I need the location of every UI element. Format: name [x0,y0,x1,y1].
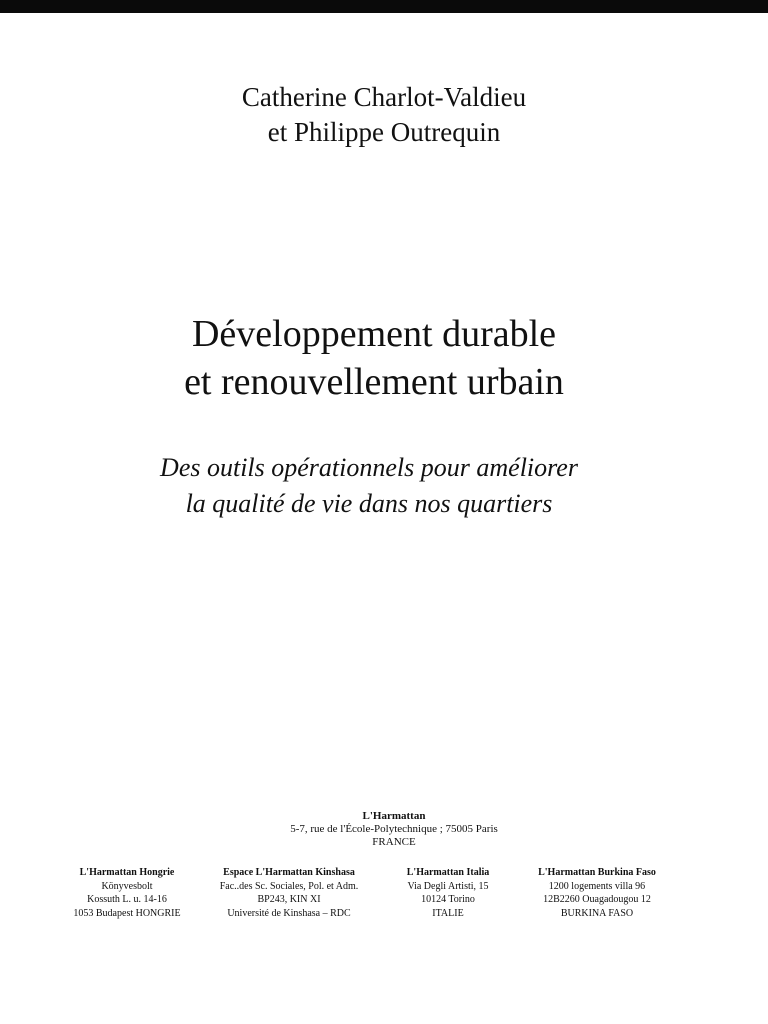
branch-burkina-faso [507,866,687,920]
branch-kinshasa [199,866,379,920]
branch-name: L'Harmattan Burkina Faso [538,867,656,878]
branch-hongrie [37,866,217,920]
publisher-address: 5-7, rue de l'École-Polytechnique ; 75005 Paris [290,823,498,835]
author-line-1: Catherine Charlot-Valdieu [241,82,527,112]
branch-name: L'Harmattan Italia [406,867,490,878]
publisher-name: L'Harmattan [362,810,426,822]
branch-address-line: ITALIE [432,907,464,919]
branch-address-line: 1053 Budapest HONGRIE [73,907,181,919]
branch-name: Espace L'Harmattan Kinshasa [223,867,355,878]
title-line-1: Développement durable [191,313,557,355]
publisher-block [0,810,768,849]
branch-address-line: 12B2260 Ouagadougou 12 [543,894,651,905]
top-border-bar [0,0,768,13]
subtitle-line-1: Des outils opérationnels pour améliorer [160,453,578,482]
subtitle-line-2: la qualité de vie dans nos quartiers [185,489,553,518]
authors-block [0,80,768,150]
publisher-country: FRANCE [372,836,416,848]
branch-address-line: BURKINA FASO [560,907,634,919]
branch-address-line: Kossuth L. u. 14-16 [87,894,167,905]
branch-name: L'Harmattan Hongrie [79,867,175,878]
book-title [0,310,748,406]
author-line-2: et Philippe Outrequin [267,117,501,147]
branch-offices [0,866,768,926]
book-subtitle [0,450,738,522]
branch-address-line: BP243, KIN XI [257,894,321,905]
title-line-2: et renouvellement urbain [184,361,564,403]
branch-address-line: 1200 logements villa 96 [548,880,646,892]
branch-address-line: Fac..des Sc. Sociales, Pol. et Adm. [219,880,359,892]
branch-address-line: 10124 Torino [421,894,475,905]
branch-address-line: Université de Kinshasa – RDC [227,907,351,919]
branch-address-line: Via Degli Artisti, 15 [407,880,489,892]
branch-address-line: Könyvesbolt [101,880,153,892]
